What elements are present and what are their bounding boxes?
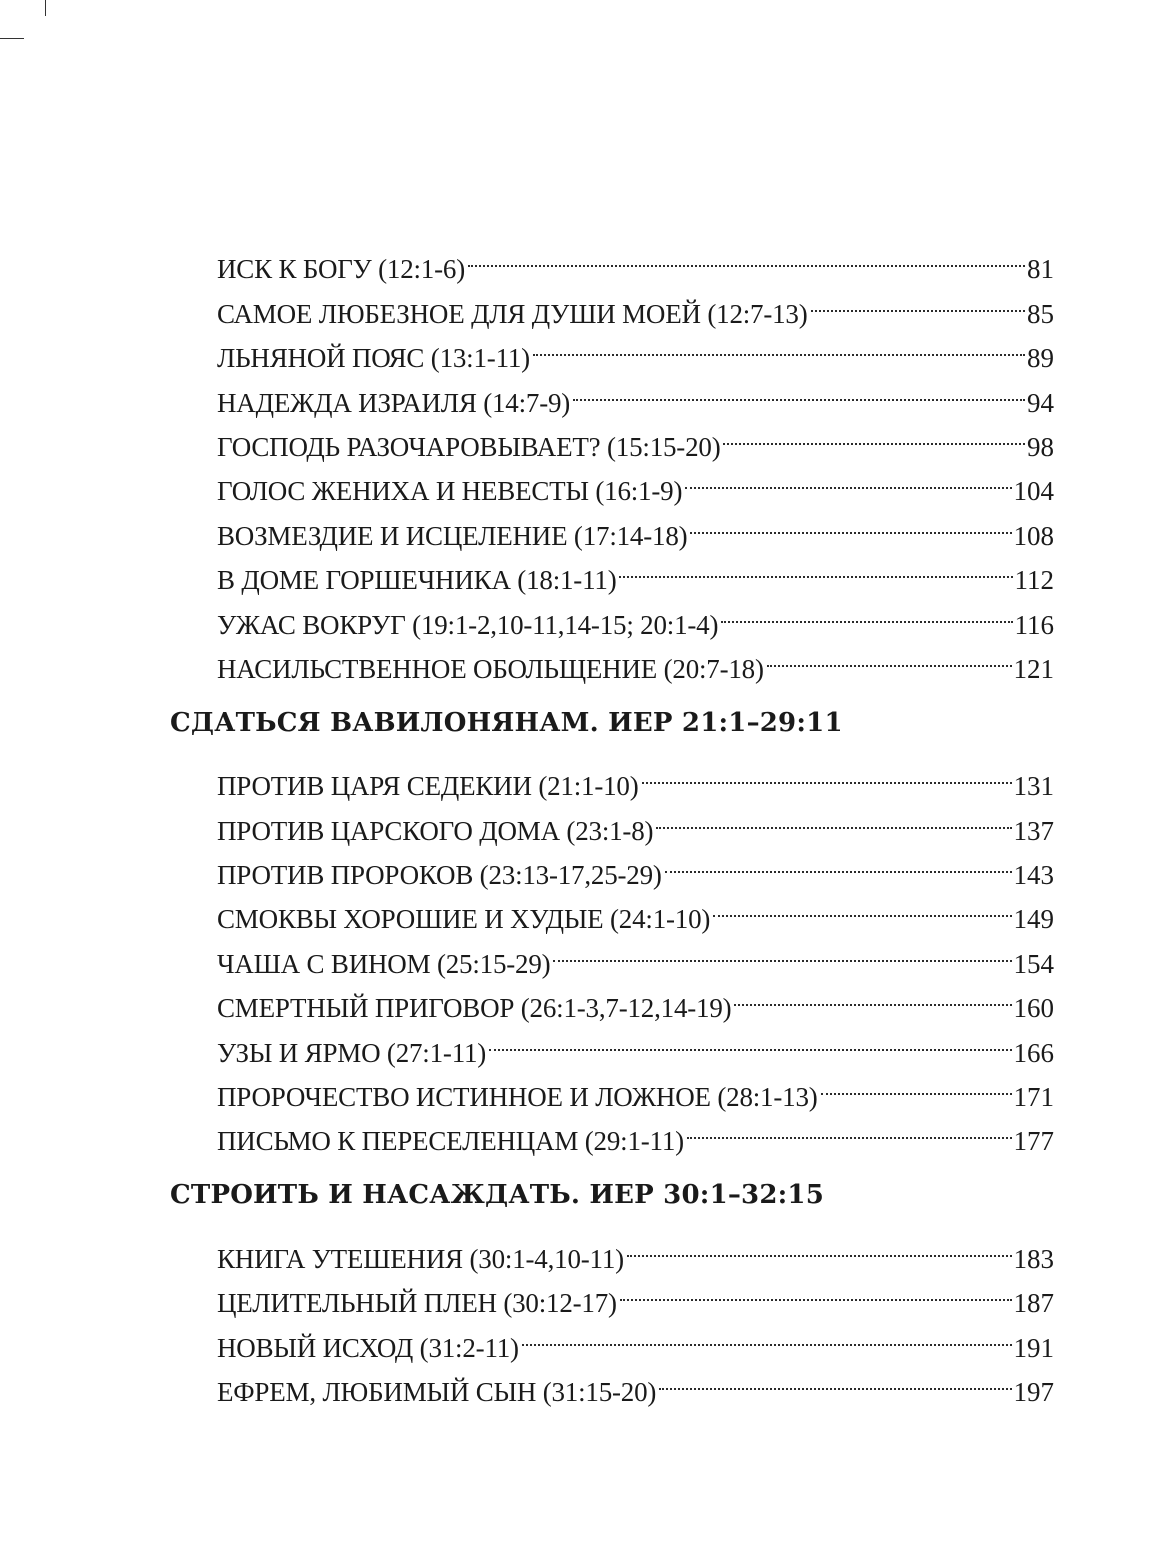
toc-entry-page: 112 [1014,565,1054,596]
dot-leader [627,1223,1012,1267]
toc-entry-page: 131 [1013,771,1054,802]
toc-entry-page: 121 [1013,653,1054,684]
dot-leader [723,412,1025,456]
toc-entry-page: 166 [1013,1037,1054,1068]
toc-entry-page: 85 [1027,298,1054,329]
toc-entry [217,589,1054,640]
toc-entry-page: 154 [1013,948,1054,979]
toc-entry-title: ЦЕЛИТЕЛЬНЫЙ ПЛЕН (30:12-17) [217,1288,617,1319]
toc-entry-page: 94 [1027,387,1054,418]
toc-entry-title: ГОСПОДЬ РАЗОЧАРОВЫВАЕТ? (15:15-20) [217,431,721,462]
toc-entry [217,234,1054,285]
dot-leader [687,1106,1012,1150]
toc-entry [217,973,1054,1024]
dot-leader [553,928,1011,972]
toc-entry-title: НАДЕЖДА ИЗРАИЛЯ (14:7-9) [217,387,571,418]
toc-entry-page: 149 [1013,904,1054,935]
dot-leader [522,1312,1012,1356]
crop-mark-vertical [45,0,46,16]
toc-entry-title: УЖАС ВОКРУГ (19:1-2,10-11,14-15; 20:1-4) [217,609,719,640]
dot-leader [685,456,1011,500]
toc-entry-title: УЗЫ И ЯРМО (27:1-11) [217,1037,487,1068]
toc-entry-title: ЧАША С ВИНОМ (25:15-29) [217,948,551,979]
toc-entry-title: СМЕРТНЫЙ ПРИГОВОР (26:1-3,7-12,14-19) [217,993,732,1024]
toc-entry-title: В ДОМЕ ГОРШЕЧНИКА (18:1-11) [217,565,617,596]
toc-entry-page: 171 [1013,1082,1054,1113]
toc-entry-title: ПРОРОЧЕСТВО ИСТИННОЕ И ЛОЖНОЕ (28:1-13) [217,1082,818,1113]
toc-group [0,1150,1168,1407]
toc-entry [217,1312,1054,1363]
toc-entry-page: 137 [1013,815,1054,846]
toc-entry [217,1357,1054,1407]
section-heading: СТРОИТЬ И НАСАЖДАТЬ. ИЕР 30:1–32:15 [170,1180,825,1211]
toc-entry-page: 143 [1013,860,1054,891]
toc-entry-title: СМОКВЫ ХОРОШИЕ И ХУДЫЕ (24:1-10) [217,904,711,935]
toc-entry-page: 187 [1013,1288,1054,1319]
toc-entry [217,1223,1054,1274]
dot-leader [656,795,1011,839]
dot-leader [665,840,1012,884]
toc-entry-page: 183 [1013,1243,1054,1274]
toc-entry-title: ВОЗМЕЗДИЕ И ИСЦЕЛЕНИЕ (17:14-18) [217,520,688,551]
dot-leader [713,884,1011,928]
toc-entry-title: ПРОТИВ ЦАРЯ СЕДЕКИИ (21:1-10) [217,771,639,802]
toc-entry [217,634,1054,684]
toc-entry [217,840,1054,891]
toc-entry [217,795,1054,846]
dot-leader [721,589,1012,633]
crop-mark-horizontal [0,38,24,39]
toc-group [0,234,1168,684]
dot-leader [811,278,1025,322]
toc-entry [217,500,1054,551]
toc-entry-title: ЕФРЕМ, ЛЮБИМЫЙ СЫН (31:15-20) [217,1376,657,1407]
dot-leader [468,234,1025,278]
dot-leader [620,1268,1012,1312]
toc-entry [217,1106,1054,1157]
toc-entry [217,278,1054,329]
toc-entry-page: 197 [1013,1376,1054,1407]
toc-entry-title: ПРОТИВ ЦАРСКОГО ДОМА (23:1-8) [217,815,654,846]
toc-entry [217,456,1054,507]
toc-entry-title: НОВЫЙ ИСХОД (31:2-11) [217,1332,519,1363]
dot-leader [659,1357,1011,1401]
toc-entry-page: 81 [1027,254,1054,285]
dot-leader [489,1017,1011,1061]
dot-leader [690,500,1011,544]
toc-entry-title: ГОЛОС ЖЕНИХА И НЕВЕСТЫ (16:1-9) [217,476,683,507]
toc-entry [217,323,1054,374]
toc-entry-title: НАСИЛЬСТВЕННОЕ ОБОЛЬЩЕНИЕ (20:7-18) [217,653,764,684]
toc-entry-page: 108 [1013,520,1054,551]
toc-entry-page: 104 [1013,476,1054,507]
toc-entry-title: ПРОТИВ ПРОРОКОВ (23:13-17,25-29) [217,860,662,891]
toc-entry-page: 160 [1013,993,1054,1024]
toc-entry-page: 177 [1013,1126,1054,1157]
toc-entry-title: ИСК К БОГУ (12:1-6) [217,254,465,285]
dot-leader [619,545,1012,589]
toc-entry [217,1268,1054,1319]
section-heading: СДАТЬСЯ ВАВИЛОНЯНАМ. ИЕР 21:1–29:11 [170,707,843,738]
dot-leader [767,634,1012,678]
table-of-contents [0,234,1168,1407]
toc-entry-page: 116 [1014,609,1054,640]
toc-entry-title: ПИСЬМО К ПЕРЕСЕЛЕНЦАМ (29:1-11) [217,1126,684,1157]
toc-entry [217,884,1054,935]
toc-entry [217,367,1054,418]
toc-entry [217,545,1054,596]
toc-entry-page: 98 [1027,431,1054,462]
toc-entry-title: ЛЬНЯНОЙ ПОЯС (13:1-11) [217,343,530,374]
toc-entry-page: 191 [1013,1332,1054,1363]
dot-leader [642,751,1012,795]
dot-leader [821,1062,1012,1106]
toc-entry [217,412,1054,462]
toc-group [0,678,1168,1157]
dot-leader [573,367,1025,411]
toc-entry [217,751,1054,802]
toc-entry-page: 89 [1027,343,1054,374]
dot-leader [533,323,1025,367]
toc-entry [217,1062,1054,1113]
toc-entry-title: САМОЕ ЛЮБЕЗНОЕ ДЛЯ ДУШИ МОЕЙ (12:7-13) [217,298,808,329]
toc-entry-title: КНИГА УТЕШЕНИЯ (30:1-4,10-11) [217,1243,624,1274]
dot-leader [734,973,1011,1017]
toc-entry [217,928,1054,979]
toc-entry [217,1017,1054,1068]
